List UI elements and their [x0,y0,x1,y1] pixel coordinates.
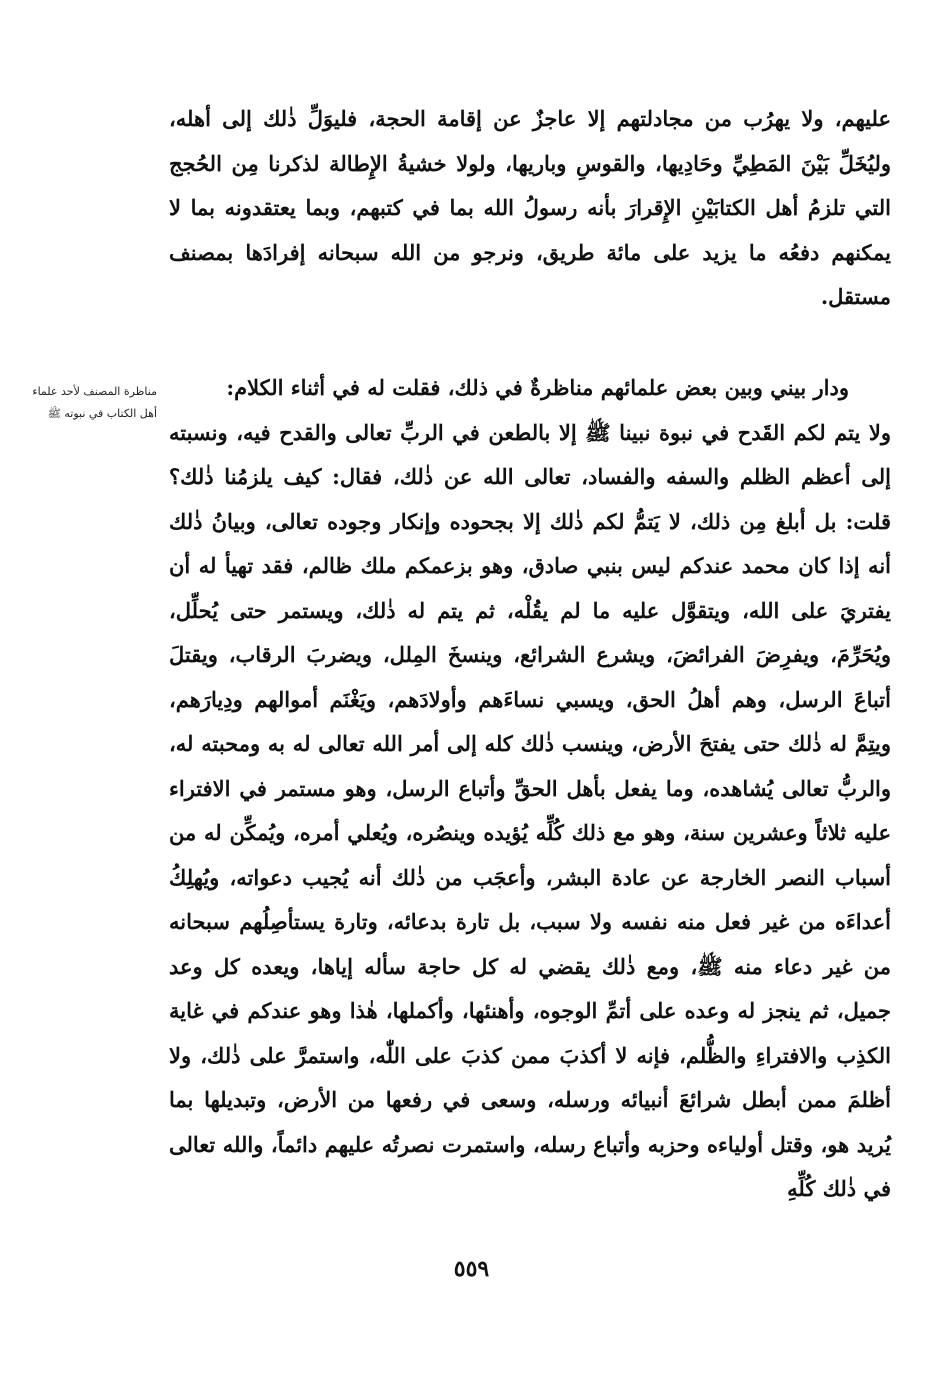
margin-note: مناظرة المصنف لأحد علماء أهل الكتاب في نبوته ﷺ [32,385,157,420]
top-paragraph-text: عليهم، ولا يهرُب من مجادلتهم إلا عاجزٌ عن إقامة الحجة، فليوَلِّ ذٰلك إلى أهله، وليُخَلِّ بَيْنَ المَطِيِّ وحَادِيها، والقوسِ وباريها، ولولا خشيةُ الإِطالة لذكرنا مِن الحُجج التي تلزمُ أهل الكتابَيْنِ الإِقرارَ بأنه رسولُ الله بما في كتبهم، وبما يعتقدونه بما لا يمكنهم دفعُه ما يزيد على مائة طريق، ونرجو من الله سبحانه إفرادَها بمصنف مستقل. [169,106,891,309]
page-number: ٥٥٩ [453,1256,490,1282]
main-paragraph-first-line: ودار بيني وبين بعض علمائهم مناظرةٌ في ذلك، فقلت له في أثناء الكلام: [226,375,849,400]
main-paragraph [169,366,891,1212]
top-paragraph [169,97,891,320]
main-paragraph-body: ولا يتم لكم القَدح في نبوة نبينا ﷺ إلا بالطعن في الربِّ تعالى والقدح فيه، ونسبته إلى أعظم الظلم والسفه والفساد، تعالى الله عن ذٰلك، فقال: كيف يلزمُنا ذٰلك؟ قلت: بل أبلغ مِن ذلك، لا يَتمُّ لكم ذٰلك إلا بجحوده وإنكار وجوده تعالى، وبيانُ ذٰلك أنه إذا كان محمد عندكم ليس بنبي صادق، وهو بزعمكم ملك ظالم، فقد تهيأ له أن يفتريَ على الله، ويتقوَّل عليه ما لم يقُلْه، ثم يتم له ذٰلك، ويستمر حتى يُحلِّل، ويُحَرِّمَ، ويفرِضَ الفرائضَ، ويشرع الشرائع، وينسخَ المِلل، ويضربَ الرقاب، ويقتلَ أتباعَ الرسل، وهم أهلُ الحق، ويسبي نساءَهم وأولادَهم، ويَغْنَم أموالهم ودِيارَهم، ويتِمَّ له ذٰلك حتى يفتحَ الأرض، وينسب ذٰلك كله إلى أمر الله تعالى له به ومحبته له، والربُّ تعالى يُشاهده، وما يفعل بأهل الحقِّ وأتباع الرسل، وهو مستمر في الافتراء عليه ثلاثاً وعشرين سنة، وهو مع ذلك كُلِّه يُؤيده وينصُره، ويُعلي أمره، ويُمكِّن له من أسباب النصر الخارجة عن عادة البشر، وأعجَب من ذٰلك أنه يُجيب دعواته، ويُهلِكُ أعداءَه من غير فعل منه نفسه ولا سبب، بل تارة بدعائه، وتارة يستأصِلُهم سبحانه من غير دعاء منه ﷺ، ومع ذٰلك يقضي له كل حاجة سأله إياها، ويعده كل وعد جميل، ثم ينجز له وعده على أتمِّ الوجوه، وأهنئها، وأكملها، هٰذا وهو عندكم في غاية الكذِب والافتراءِ والظُّلم، فإنه لا أكذبَ ممن كذبَ على اللّٰه، واستمرَّ على ذٰلك، ولا أظلمَ ممن أبطل شرائعَ أنبيائه ورسله، وسعى في رفعها من الأرض، وتبديلها بما يُريد هو، وقتل أولياءه وحزبه وأتباع رسله، واستمرت نصرتُه عليهم دائماً، والله تعالى في ذٰلك كُلِّهِ [169,419,891,1201]
